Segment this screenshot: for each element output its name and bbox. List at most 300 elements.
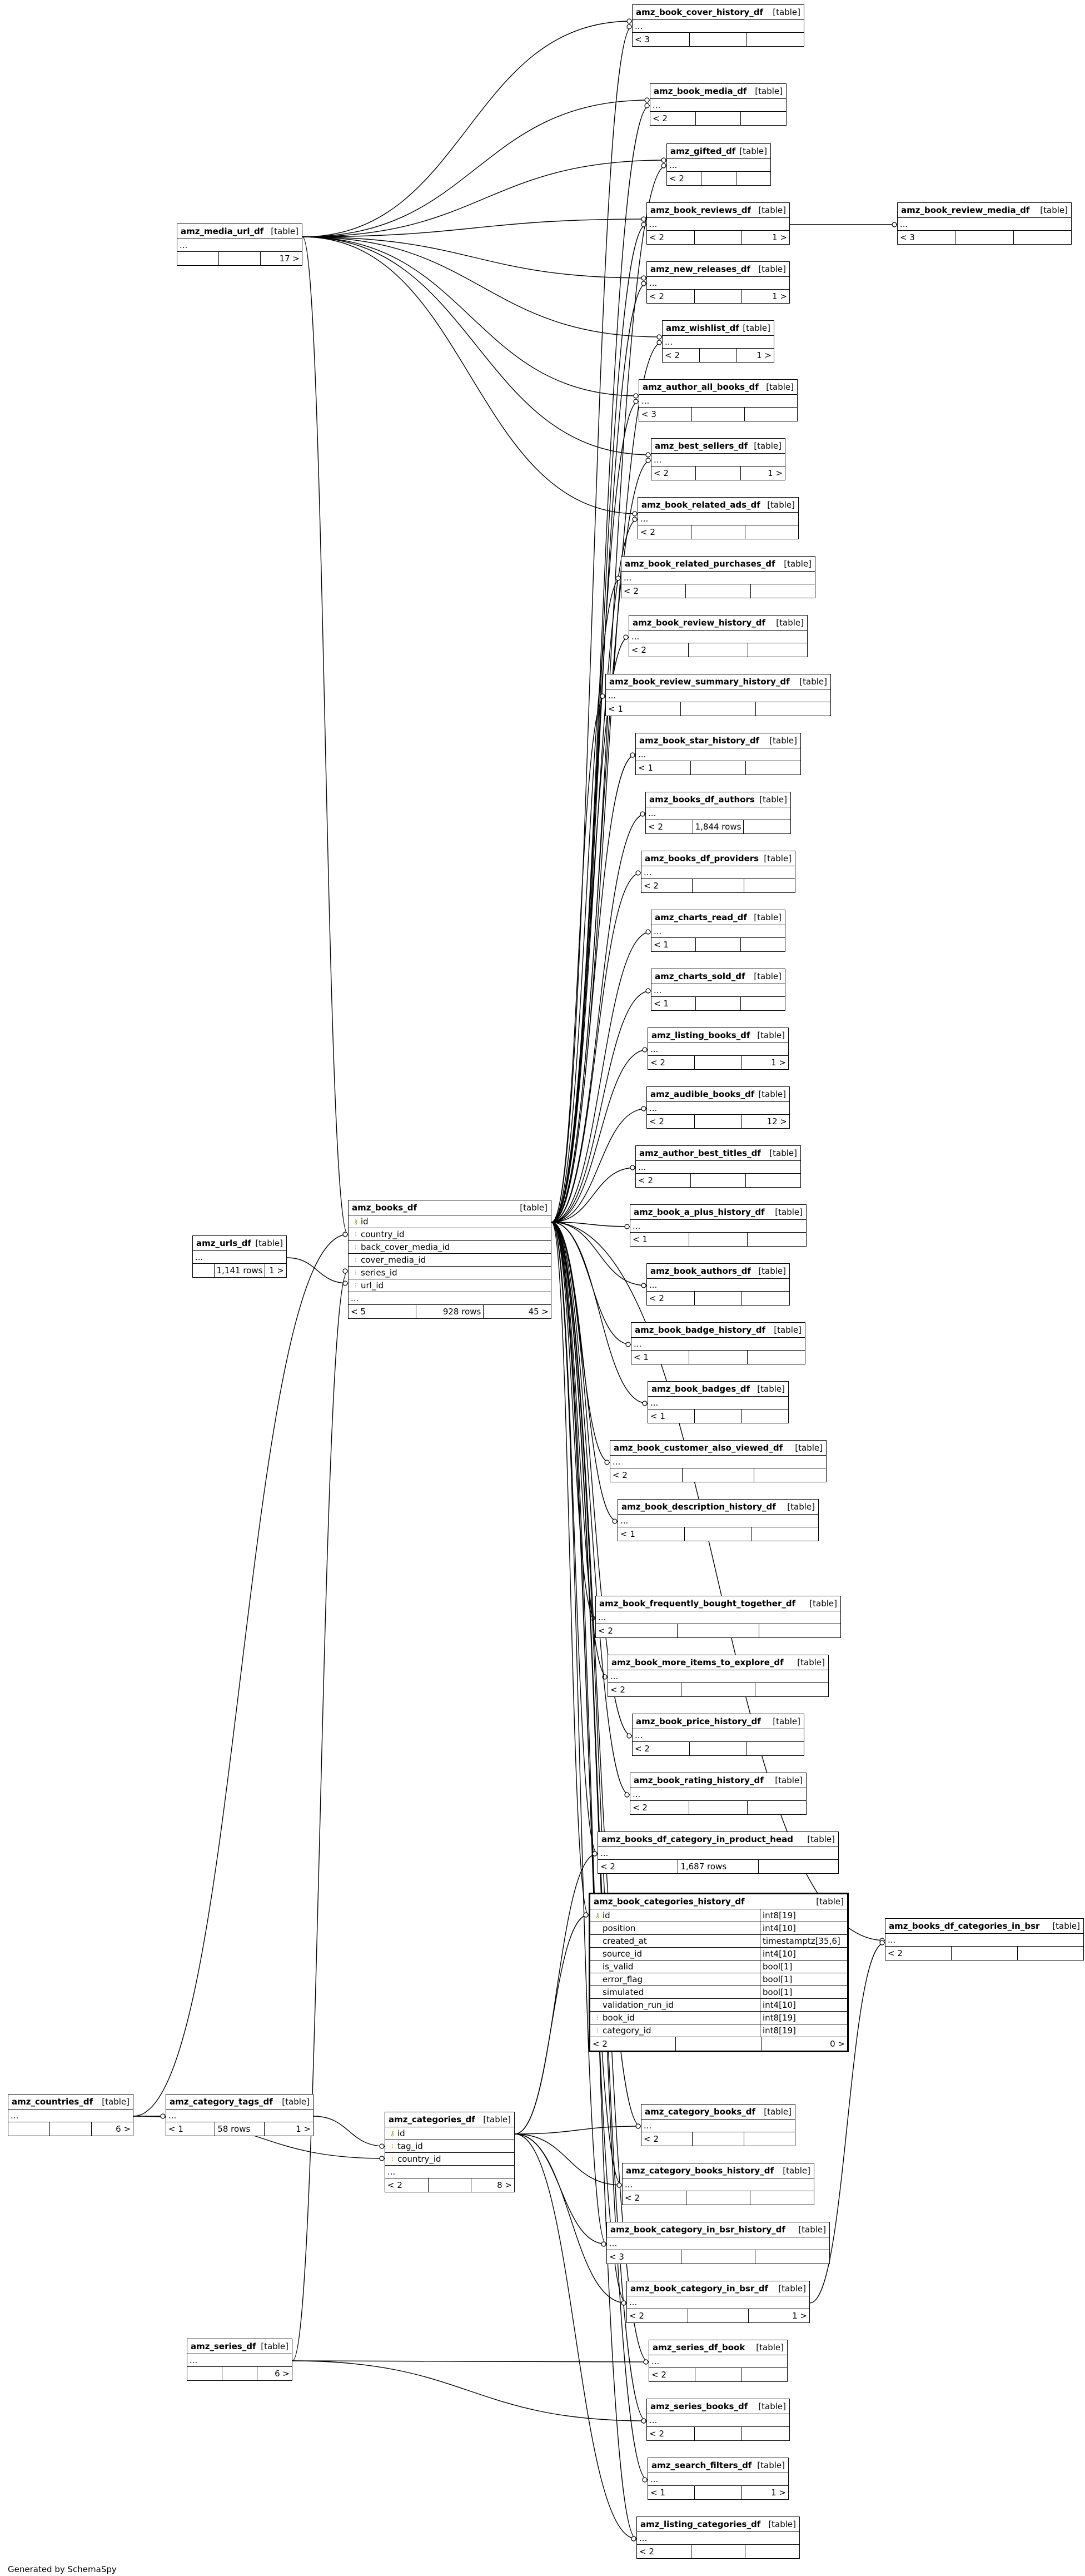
table-amz-book-media-df[interactable] [650,83,787,126]
table-type: [table] [520,1203,548,1213]
column-row[interactable] [349,1267,551,1279]
table-footer [650,112,786,125]
table-type: [table] [757,2460,785,2470]
table-amz-series-df[interactable] [187,2339,292,2381]
relationship-endpoint [631,2537,636,2541]
parents-count[interactable]: < 3 [898,231,955,244]
relationship-endpoint [641,222,646,227]
parents-count[interactable]: < 2 [608,1683,681,1696]
relationship-line [302,237,638,514]
children-count[interactable] [746,761,800,775]
children-count[interactable] [1014,231,1071,244]
parents-count[interactable]: < 2 [627,2309,688,2322]
parents-count[interactable]: < 2 [649,2368,695,2381]
children-count[interactable]: 1 > [772,232,788,242]
table-amz-audible-books-df[interactable] [646,1086,790,1129]
parents-count[interactable]: < 2 [646,820,693,833]
table-amz-books-df-providers[interactable] [641,851,795,893]
table-row [608,1670,828,1683]
parents-count[interactable]: < 2 [610,1468,683,1482]
table-type: [table] [778,2284,806,2294]
relationship-endpoint [634,399,638,404]
column-row[interactable] [385,2140,514,2153]
parents-count[interactable]: < 2 [596,1624,678,1637]
parents-count[interactable]: < 2 [630,1801,689,1814]
children-count[interactable]: 1 > [771,1058,786,1068]
children-count[interactable] [747,33,804,46]
relationship-endpoint [644,2360,648,2364]
table-name: amz_book_price_history_df [636,1716,761,1726]
table-footer [633,1742,804,1755]
relationship-endpoint [641,281,646,286]
table-amz-author-best-titles-df[interactable] [635,1145,801,1188]
children-count[interactable] [1018,1947,1083,1960]
parents-count[interactable]: < 2 [621,584,686,598]
ellipsis: ... [635,21,643,31]
parents-count[interactable]: < 1 [618,1527,685,1541]
parents-count[interactable]: < 1 [630,1233,689,1246]
children-count[interactable] [742,2427,789,2440]
row-count [695,1115,743,1128]
parents-count[interactable]: < 2 [650,112,696,125]
column-row[interactable] [590,1935,847,1948]
children-count[interactable] [748,1233,806,1246]
row-count [691,1174,746,1187]
children-count[interactable] [748,1801,806,1814]
table-amz-category-books-history-df[interactable] [622,2163,814,2205]
table-type: [table] [755,86,783,96]
relationship-endpoint [657,335,661,339]
children-count[interactable] [741,938,785,951]
children-count[interactable]: 17 > [279,254,300,264]
table-footer [630,1233,806,1246]
table-amz-category-books-df[interactable] [641,2104,795,2146]
table-amz-book-rating-history-df[interactable] [630,1773,807,1815]
children-count[interactable] [741,2368,787,2381]
table-amz-charts-read-df[interactable] [651,910,785,952]
table-amz-book-related-purchases-df[interactable] [621,556,815,598]
table-row [166,2110,313,2122]
parents-count[interactable]: < 3 [607,2250,681,2264]
children-count[interactable] [742,1409,788,1423]
parents-count[interactable]: < 3 [639,408,692,421]
parents-count[interactable] [193,1264,215,1277]
column-type: bool[1] [760,1973,845,1986]
children-count[interactable] [759,1860,838,1873]
column-name: back_cover_media_id [361,1242,450,1252]
children-count[interactable] [745,2545,799,2558]
children-count[interactable]: 1 > [756,350,772,360]
table-name: amz_book_related_ads_df [641,500,760,510]
parents-count[interactable]: < 1 [631,1351,689,1364]
table-type: [table] [769,736,797,746]
table-footer [629,643,807,657]
table-row [647,218,789,231]
children-count[interactable] [744,820,790,833]
table-amz-author-all-books-df[interactable] [639,379,798,421]
relationship-endpoint [643,2478,647,2482]
relationship-endpoint [646,989,650,993]
parents-count[interactable] [8,2122,50,2136]
parents-count[interactable]: < 1 [651,997,696,1010]
parents-count[interactable]: < 2 [651,466,696,480]
table-row [650,99,786,112]
children-count[interactable]: 0 > [830,2039,845,2049]
table-row [651,984,785,997]
children-count[interactable] [742,1292,789,1305]
table-amz-book-reviews-df[interactable] [646,202,790,245]
column-row[interactable] [349,1215,551,1228]
row-count [690,1742,747,1755]
table-amz-books-df[interactable] [348,1200,551,1319]
column-name: error_flag [603,1974,643,1984]
parents-count[interactable]: < 1 [648,2486,695,2499]
children-count[interactable] [754,1468,826,1482]
table-amz-gifted-df[interactable] [666,143,771,186]
children-count[interactable]: 1 > [768,468,783,478]
row-count [685,1527,751,1541]
table-footer [623,2191,814,2205]
column-row[interactable] [590,2012,847,2024]
ellipsis: ... [190,2355,198,2365]
relationship-endpoint [627,19,631,23]
table-type: [table] [758,2401,786,2411]
children-count[interactable] [744,879,795,892]
table-type: [table] [799,677,827,687]
table-amz-book-customer-also-viewed-df[interactable] [610,1440,827,1482]
parents-count[interactable]: < 2 [641,2132,693,2146]
relationship-endpoint [636,871,640,875]
children-count[interactable] [747,1742,804,1755]
children-count[interactable]: 1 > [792,2311,808,2321]
parents-count[interactable]: < 1 [636,761,691,775]
row-count [689,1233,748,1246]
table-name: amz_categories_df [389,2115,475,2125]
column-name: country_id [397,2154,441,2164]
table-amz-book-review-history-df[interactable] [629,615,808,657]
table-amz-book-category-in-bsr-history-df[interactable] [606,2222,830,2264]
ellipsis: ... [651,2356,660,2366]
table-footer [618,1527,818,1541]
ellipsis: ... [648,808,656,818]
ellipsis: ... [665,337,673,347]
table-amz-books-df-authors[interactable] [645,792,791,834]
parents-count[interactable]: < 2 [647,2427,695,2440]
relationship-line [313,2116,385,2146]
table-amz-book-frequently-bought-together-df[interactable] [595,1596,841,1638]
parents-count[interactable]: < 2 [667,172,701,185]
table-name: amz_listing_categories_df [640,2519,761,2529]
ellipsis: ... [644,867,652,877]
table-amz-wishlist-df[interactable] [662,320,774,363]
column-name: created_at [603,1936,647,1946]
relationship-line [302,100,650,237]
row-count [681,1683,755,1696]
parents-count[interactable]: < 2 [638,525,691,539]
table-amz-charts-sold-df[interactable] [651,969,785,1011]
table-amz-book-star-history-df[interactable] [635,733,801,775]
relationship-endpoint [630,753,635,757]
row-count [689,1351,747,1364]
row-count [691,525,745,539]
relationship-endpoint [343,1232,347,1237]
table-amz-book-review-summary-history-df[interactable] [605,674,831,716]
table-row [623,2178,814,2191]
table-amz-new-releases-df[interactable] [646,261,790,304]
relationship-endpoint [641,217,646,221]
column-type: int8[19] [760,2024,845,2037]
table-name: amz_media_url_df [181,226,264,236]
children-count[interactable] [756,702,830,716]
ellipsis: ... [180,240,188,250]
parents-count[interactable]: < 2 [663,349,700,362]
parents-count[interactable]: < 2 [623,2191,686,2205]
table-name: amz_book_review_media_df [901,205,1030,215]
column-row[interactable] [590,1960,847,1973]
table-row [596,1611,840,1624]
table-amz-book-a-plus-history-df[interactable] [630,1204,807,1247]
children-count[interactable]: 1 > [269,1265,284,1275]
parents-count[interactable]: < 2 [647,290,695,303]
relationship-endpoint [624,635,628,639]
parents-count[interactable]: < 1 [648,1409,695,1423]
table-name: amz_listing_books_df [651,1030,750,1040]
table-amz-category-tags-df[interactable] [166,2094,313,2136]
table-type: [table] [756,2342,784,2352]
relationship-endpoint [641,1283,646,1288]
table-row [641,2120,795,2132]
ellipsis: ... [669,160,678,170]
table-amz-series-books-df[interactable] [646,2399,790,2441]
table-amz-media-url-df[interactable] [177,224,302,266]
table-name: amz_search_filters_df [651,2460,752,2470]
table-footer [177,252,302,265]
children-count[interactable] [755,2250,829,2264]
relationship-line [302,160,666,237]
children-count[interactable] [748,643,807,657]
table-amz-books-df-categories-in-bsr[interactable] [885,1918,1084,1960]
table-footer [598,1860,838,1873]
children-count[interactable] [750,2191,814,2205]
relationship-endpoint [626,1342,630,1347]
table-footer [646,820,790,833]
table-amz-book-description-history-df[interactable] [618,1499,819,1541]
parents-count[interactable]: < 2 [647,231,695,244]
table-amz-urls-df[interactable] [192,1235,287,1278]
parents-count[interactable]: < 2 [648,1056,695,1069]
column-row[interactable] [590,1922,847,1935]
row-count [696,466,740,480]
parents-count[interactable]: < 2 [633,1742,690,1755]
parents-count[interactable] [177,252,219,265]
parents-count[interactable] [187,2367,222,2380]
relationship-endpoint [641,276,646,280]
column-row[interactable] [590,1909,847,1922]
table-amz-countries-df[interactable] [8,2094,133,2136]
table-row [651,925,785,938]
table-name: amz_book_media_df [654,86,747,96]
table-footer [187,2367,292,2380]
row-count: 1,687 rows [678,1860,758,1873]
table-type: [table] [483,2115,511,2125]
children-count[interactable]: 1 > [772,291,788,301]
table-amz-listing-books-df[interactable] [648,1028,789,1070]
table-amz-book-badges-df[interactable] [648,1381,789,1423]
ellipsis: ... [624,573,632,583]
parents-count[interactable]: < 1 [606,702,681,716]
ellipsis: ... [653,100,661,110]
relationship-line [551,1222,598,1854]
table-footer [630,1801,806,1814]
row-count [690,33,747,46]
relationship-endpoint [645,98,649,102]
parents-count[interactable]: < 2 [641,879,693,892]
parents-count[interactable]: < 2 [647,1115,695,1128]
relationship-endpoint [601,2242,606,2246]
column-row[interactable] [349,1228,551,1241]
column-type: timestamptz[35,6] [760,1935,845,1947]
table-amz-book-more-items-to-explore-df[interactable] [608,1655,829,1697]
table-name: amz_book_review_summary_history_df [609,677,790,687]
table-row [639,395,797,408]
children-count[interactable]: 12 > [767,1116,788,1126]
table-row [633,1729,804,1742]
children-count[interactable]: 8 > [497,2180,512,2190]
children-count[interactable] [759,1624,840,1637]
parents-count[interactable]: < 2 [629,643,689,657]
table-amz-categories-df[interactable] [385,2112,515,2192]
parents-count[interactable]: < 1 [651,938,696,951]
children-count[interactable]: 45 > [528,1307,549,1317]
table-type: [table] [809,1599,837,1609]
table-amz-series-df-book[interactable] [649,2340,788,2382]
children-count[interactable] [745,408,797,421]
table-amz-book-review-media-df[interactable] [897,202,1072,245]
ellipsis: ... [634,1339,642,1349]
table-type: [table] [754,441,782,451]
table-row [898,218,1071,231]
relationship-endpoint [643,1401,647,1406]
column-row[interactable] [349,1241,551,1254]
column-row[interactable] [349,1279,551,1292]
children-count[interactable]: 1 > [771,2488,786,2498]
table-row [648,1043,788,1056]
children-count[interactable] [748,1351,805,1364]
children-count[interactable] [745,525,798,539]
relationship-endpoint [641,2419,646,2423]
column-row[interactable] [590,1999,847,2012]
children-count[interactable] [736,172,770,185]
table-footer [621,584,815,598]
column-row[interactable] [590,1986,847,1999]
foreign-key-icon: ⁝ [355,1269,357,1277]
table-type: [table] [768,2519,796,2529]
children-count[interactable]: 6 > [275,2369,290,2379]
table-name: amz_book_review_history_df [633,618,765,628]
parents-count[interactable]: < 2 [598,1860,678,1873]
table-amz-book-related-ads-df[interactable] [638,497,799,539]
table-amz-search-filters-df[interactable] [648,2458,789,2500]
table-name: amz_series_df [191,2341,256,2351]
parents-count[interactable]: < 2 [647,1292,695,1305]
table-name: amz_book_authors_df [650,1266,751,1276]
column-row[interactable] [349,1254,551,1267]
children-count[interactable] [752,1527,818,1541]
column-row[interactable] [590,2024,847,2037]
parents-count[interactable]: < 2 [636,1174,691,1187]
column-name: tag_id [397,2141,423,2151]
relationship-endpoint [646,930,650,934]
foreign-key-icon: ⁝ [391,2142,394,2150]
column-name: id [603,1910,610,1920]
relationship-endpoint [593,1852,597,1856]
table-type: [table] [776,618,804,628]
row-count [689,1801,748,1814]
relationship-line [515,1854,598,2134]
parents-count[interactable]: < 2 [885,1947,952,1960]
column-name: url_id [361,1280,384,1291]
table-amz-listing-categories-df[interactable] [636,2517,800,2559]
column-row[interactable] [590,1973,847,1986]
relationship-line [551,27,632,1222]
table-amz-book-cover-history-df[interactable] [632,4,804,47]
table-amz-books-df-category-in-product-head[interactable] [598,1832,839,1874]
table-amz-book-price-history-df[interactable] [632,1714,804,1756]
row-count [693,879,744,892]
children-count[interactable] [746,1174,800,1187]
ellipsis: ... [629,2297,638,2307]
ellipsis: ... [635,1730,643,1740]
table-amz-book-badge-history-df[interactable] [631,1322,805,1364]
ellipsis: ... [650,1398,659,1408]
column-row[interactable] [590,1948,847,1960]
table-amz-best-sellers-df[interactable] [651,438,785,480]
more-columns [385,2166,514,2178]
table-name: amz_books_df_categories_in_bsr [889,1921,1040,1931]
children-count[interactable] [744,2132,795,2146]
table-amz-book-authors-df[interactable] [646,1263,790,1306]
children-count[interactable]: 6 > [116,2124,131,2134]
row-count [683,1468,755,1482]
children-count[interactable] [755,1683,828,1696]
table-name: amz_books_df_authors [649,795,755,805]
children-count[interactable]: 1 > [296,2124,311,2134]
parents-count[interactable]: < 1 [166,2122,215,2136]
column-row[interactable] [385,2153,514,2166]
table-amz-book-categories-history-df[interactable] [589,1893,849,2052]
column-row[interactable] [385,2127,514,2140]
parents-count[interactable]: < 3 [633,33,690,46]
column-type: bool[1] [760,1986,845,1998]
parents-count[interactable]: < 2 [637,2545,691,2558]
row-count [691,2545,746,2558]
relationship-endpoint [892,222,897,227]
relationship-endpoint [621,2301,626,2305]
row-count [678,1624,759,1637]
parents-count[interactable]: < 2 [590,2037,676,2051]
table-amz-book-category-in-bsr-df[interactable] [626,2281,810,2323]
parents-count[interactable]: < 2 [385,2178,429,2192]
ellipsis: ... [11,2111,19,2121]
children-count[interactable] [751,584,815,598]
column-name: book_id [603,2013,635,2023]
relationship-line [515,2126,641,2134]
parents-count[interactable]: < 5 [349,1305,416,1318]
children-count[interactable] [741,112,786,125]
children-count[interactable] [741,997,785,1010]
row-count [696,112,741,125]
table-footer [898,231,1071,244]
